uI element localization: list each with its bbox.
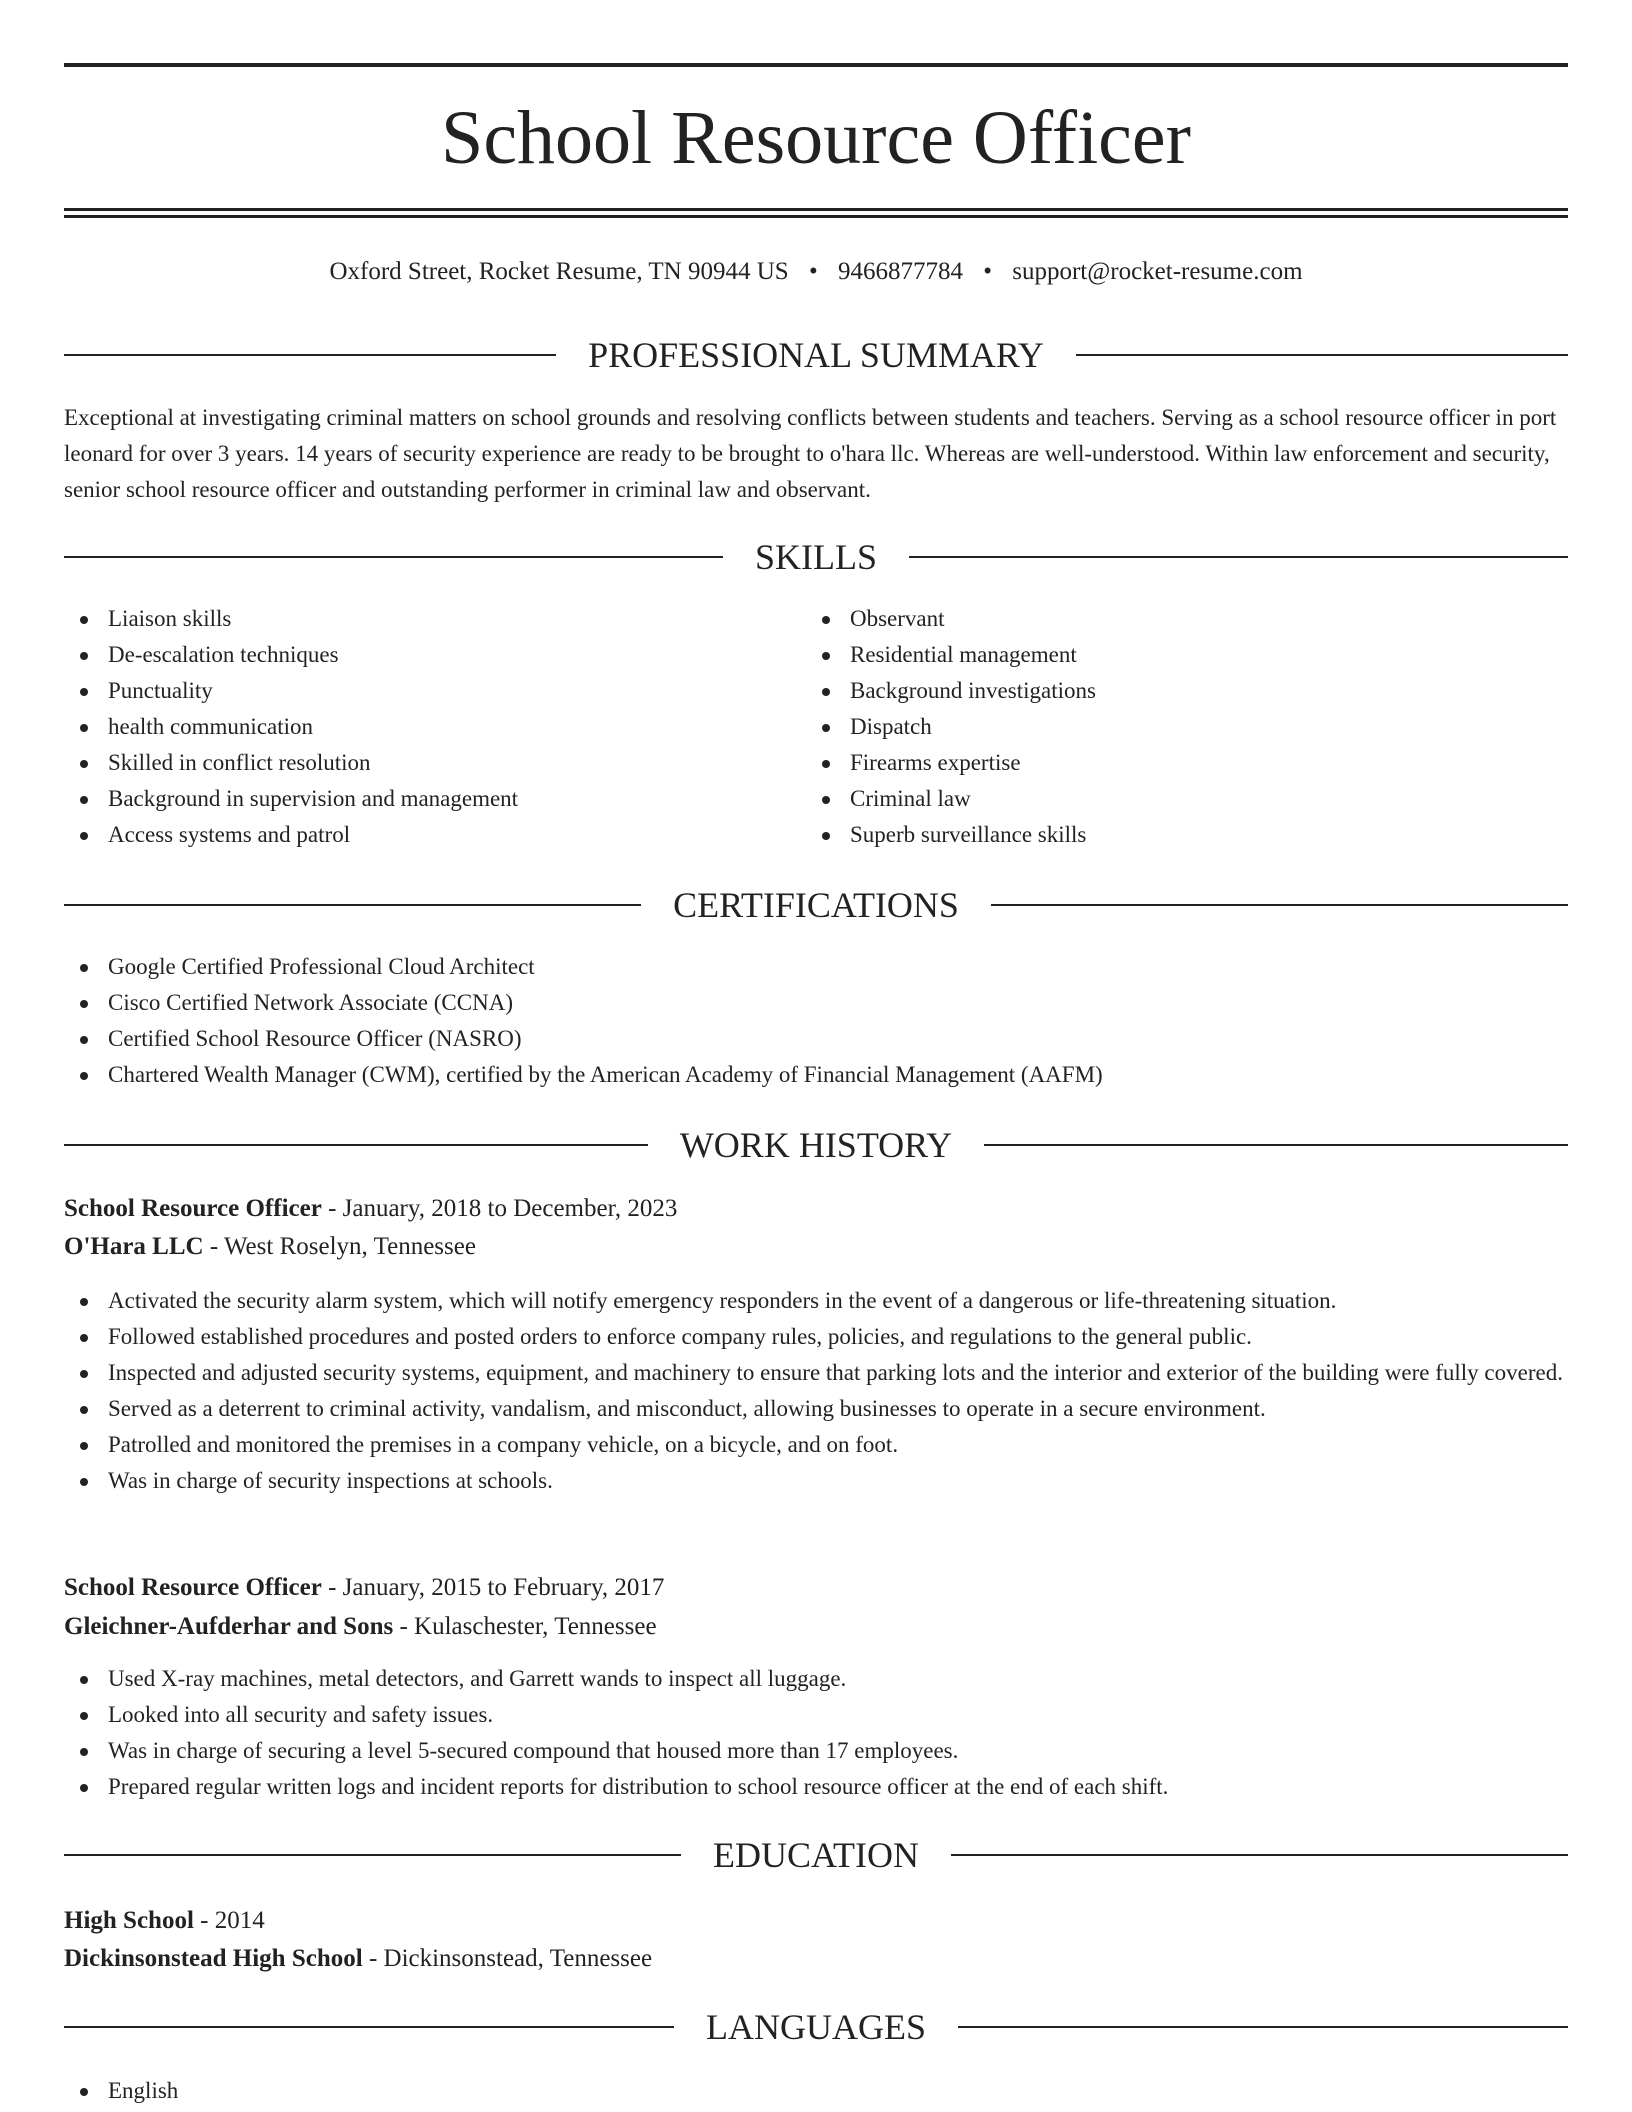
skill-item: Punctuality: [64, 673, 804, 709]
job-bullet: Used X-ray machines, metal detectors, and Garrett wands to inspect all luggage.: [64, 1661, 1568, 1697]
divider-line: [991, 904, 1568, 906]
job-company-line: [64, 1608, 1568, 1646]
section-title: CERTIFICATIONS: [673, 885, 959, 925]
top-rule: [64, 63, 1568, 67]
section-header-skills: [64, 535, 1568, 579]
skill-item: Observant: [806, 601, 1546, 637]
section-header-languages: [64, 2005, 1568, 2049]
skill-item: Residential management: [806, 637, 1546, 673]
contact-line: [64, 254, 1568, 290]
job-company-line: [64, 1228, 1568, 1266]
job-bullet: Looked into all security and safety issues.: [64, 1697, 1568, 1733]
section-header-work-history: [64, 1123, 1568, 1167]
divider-line: [984, 1144, 1568, 1146]
skill-item: Skilled in conflict resolution: [64, 745, 804, 781]
job-dates: - January, 2018 to December, 2023: [321, 1195, 678, 1222]
certification-item: Cisco Certified Network Associate (CCNA): [64, 985, 1568, 1021]
phone: 9466877784: [837, 258, 963, 285]
company-name: O'Hara LLC: [64, 1233, 204, 1260]
address: Oxford Street, Rocket Resume, TN 90944 US: [329, 258, 789, 285]
certification-item: Chartered Wealth Manager (CWM), certified by the American Academy of Financial Management (AAFM): [64, 1057, 1568, 1093]
certifications-list: [64, 949, 1568, 1093]
skill-item: Background in supervision and management: [64, 781, 804, 817]
divider-line: [64, 904, 641, 906]
section-header-summary: [64, 333, 1568, 377]
graduation-year: - 2014: [193, 1907, 265, 1934]
school-location: - Dickinsonstead, Tennessee: [362, 1945, 653, 1972]
certification-item: Certified School Resource Officer (NASRO): [64, 1021, 1568, 1057]
job-title: School Resource Officer: [64, 1574, 322, 1601]
job-bullet: Followed established procedures and posted orders to enforce company rules, policies, and regulations to the general public.: [64, 1319, 1568, 1355]
job-bullets: [64, 1283, 1568, 1499]
job-bullet: Served as a deterrent to criminal activity, vandalism, and misconduct, allowing businesses to operate in a secure environment.: [64, 1391, 1568, 1427]
job-bullet: Inspected and adjusted security systems, equipment, and machinery to ensure that parking lots and the interior and exterior of the building were fully covered.: [64, 1355, 1568, 1391]
divider-line: [64, 1854, 681, 1856]
degree: High School: [64, 1907, 194, 1934]
section-title: LANGUAGES: [706, 2007, 926, 2047]
header-double-rule: [64, 208, 1568, 218]
divider-line: [958, 2026, 1568, 2028]
divider-line: [64, 556, 723, 558]
skill-item: Criminal law: [806, 781, 1546, 817]
resume-name: School Resource Officer: [441, 96, 1191, 180]
section-title: PROFESSIONAL SUMMARY: [588, 335, 1044, 375]
section-header-certifications: [64, 883, 1568, 927]
education-school-line: [64, 1940, 1568, 1978]
language-item: English: [64, 2073, 1568, 2109]
company-location: - Kulaschester, Tennessee: [393, 1613, 657, 1640]
section-title: WORK HISTORY: [679, 1125, 953, 1165]
job-title-line: [64, 1569, 1568, 1607]
job-bullet: Was in charge of securing a level 5-secured compound that housed more than 17 employees.: [64, 1733, 1568, 1769]
skill-item: Firearms expertise: [806, 745, 1546, 781]
school-name: Dickinsonstead High School: [64, 1945, 363, 1972]
divider-line: [1076, 354, 1568, 356]
skill-item: health communication: [64, 709, 804, 745]
skills-list-right: [806, 601, 1546, 853]
job-bullet: Prepared regular written logs and incident reports for distribution to school resource officer at the end of each shift.: [64, 1769, 1568, 1805]
skill-item: Liaison skills: [64, 601, 804, 637]
certification-item: Google Certified Professional Cloud Architect: [64, 949, 1568, 985]
job-bullet: Activated the security alarm system, which will notify emergency responders in the event of a dangerous or life-threatening situation.: [64, 1283, 1568, 1319]
divider-line: [64, 2026, 674, 2028]
skill-item: Access systems and patrol: [64, 817, 804, 853]
divider-line: [64, 354, 556, 356]
skill-item: Background investigations: [806, 673, 1546, 709]
skills-list-left: [64, 601, 804, 853]
job-title: School Resource Officer: [64, 1195, 322, 1222]
divider-line: [64, 1144, 648, 1146]
languages-list: [64, 2073, 1568, 2109]
skill-item: Dispatch: [806, 709, 1546, 745]
job-dates: - January, 2015 to February, 2017: [321, 1574, 665, 1601]
job-title-line: [64, 1190, 1568, 1228]
divider-line: [909, 556, 1568, 558]
email-link[interactable]: support@rocket-resume.com: [1012, 258, 1303, 285]
skill-item: Superb surveillance skills: [806, 817, 1546, 853]
skill-item: De-escalation techniques: [64, 637, 804, 673]
separator-dot: •: [808, 258, 818, 285]
education-degree-line: [64, 1902, 1568, 1940]
section-title: EDUCATION: [713, 1835, 919, 1875]
job-bullet: Patrolled and monitored the premises in a company vehicle, on a bicycle, and on foot.: [64, 1427, 1568, 1463]
divider-line: [951, 1854, 1568, 1856]
summary-text: Exceptional at investigating criminal matters on school grounds and resolving conflicts between students and teachers. Serving as a school resource officer in port leonard for over 3 years. 14 years of security experience are ready to be brought to o'hara llc. Whereas are well-understood. Within law enforcement and security, senior school resource officer and outstanding performer in criminal law and observant.: [64, 405, 1557, 502]
job-bullet: Was in charge of security inspections at schools.: [64, 1463, 1568, 1499]
section-header-education: [64, 1833, 1568, 1877]
section-title: SKILLS: [755, 537, 878, 577]
separator-dot: •: [983, 258, 992, 285]
job-bullets: [64, 1661, 1568, 1805]
company-name: Gleichner-Aufderhar and Sons: [64, 1613, 394, 1640]
company-location: - West Roselyn, Tennessee: [203, 1233, 476, 1260]
